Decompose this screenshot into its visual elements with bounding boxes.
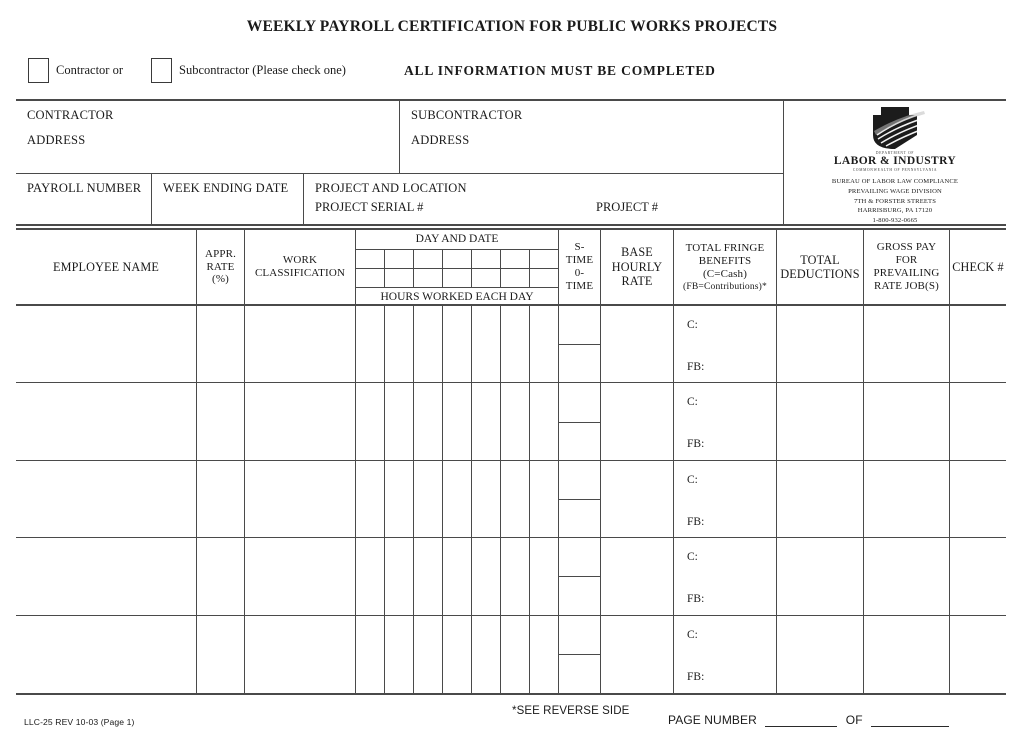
table-row[interactable] xyxy=(245,383,355,460)
column-gross-pay xyxy=(863,230,949,693)
header-day-and-date: DAY AND DATE xyxy=(356,230,558,250)
fringe-contribution-label: FB: xyxy=(687,361,705,373)
all-information-notice: ALL INFORMATION MUST BE COMPLETED xyxy=(403,62,716,78)
day-date-cell[interactable] xyxy=(472,250,501,287)
page-total-input[interactable] xyxy=(871,726,949,727)
agency-address-line: BUREAU OF LABOR LAW COMPLIANCE xyxy=(831,178,959,186)
table-row[interactable] xyxy=(245,461,355,538)
cells-total-deductions xyxy=(777,306,863,693)
contractor-checkbox-label: Contractor or xyxy=(56,63,123,77)
column-work-classification xyxy=(244,230,355,693)
table-row[interactable] xyxy=(864,538,949,615)
table-row[interactable] xyxy=(950,538,1006,615)
day-date-cell[interactable] xyxy=(414,250,443,287)
table-row[interactable] xyxy=(197,538,244,615)
fringe-contribution-label: FB: xyxy=(687,515,705,528)
header-hours-worked-each-day: HOURS WORKED EACH DAY xyxy=(380,291,534,303)
payroll-entries-table xyxy=(16,228,1006,695)
wordmark-label: LABOR & INDUSTRY xyxy=(833,155,957,168)
day-column[interactable] xyxy=(472,306,501,693)
table-row[interactable] xyxy=(245,616,355,693)
table-row[interactable] xyxy=(16,306,196,383)
table-row[interactable] xyxy=(864,616,949,693)
column-employee-name xyxy=(16,230,196,693)
header-appr-rate-line3: (%) xyxy=(212,273,229,286)
cells-base-hourly-rate xyxy=(601,306,673,693)
header-check-number: CHECK # xyxy=(950,230,1006,306)
fringe-contribution-label: FB: xyxy=(687,438,705,451)
header-base-line3: RATE xyxy=(621,274,653,289)
column-total-fringe-benefits xyxy=(673,230,776,693)
header-appr-rate-line1: APPR. xyxy=(204,247,237,260)
subcontractor-checkbox-label: Subcontractor (Please check one) xyxy=(179,63,346,77)
project-field-group[interactable] xyxy=(303,173,783,226)
table-row[interactable] xyxy=(559,616,600,693)
table-row[interactable] xyxy=(674,538,776,615)
cells-employee-name xyxy=(16,306,196,693)
wordmark-department-label: DEPARTMENT OF xyxy=(875,151,915,155)
table-row[interactable] xyxy=(245,306,355,383)
table-row[interactable] xyxy=(777,383,863,460)
agency-address-line: 7TH & FORSTER STREETS xyxy=(853,197,937,205)
table-row[interactable] xyxy=(674,306,776,383)
table-row[interactable] xyxy=(601,383,673,460)
column-appr-rate xyxy=(196,230,244,693)
header-o-time-line1: 0- xyxy=(574,267,585,279)
form-footer xyxy=(0,700,1024,750)
day-column[interactable] xyxy=(443,306,472,693)
payroll-number-field[interactable] xyxy=(16,173,151,226)
payroll-number-label: PAYROLL NUMBER xyxy=(27,181,142,195)
project-serial-label: PROJECT SERIAL # xyxy=(315,200,424,214)
header-total-deductions xyxy=(777,230,863,306)
table-row[interactable] xyxy=(777,616,863,693)
header-work-classification-line1: WORK xyxy=(282,254,318,267)
week-ending-date-field[interactable] xyxy=(151,173,303,226)
wordmark-commonwealth-label: COMMONWEALTH OF PENNSYLVANIA xyxy=(852,167,938,172)
header-fringe-line2: BENEFITS xyxy=(698,254,752,267)
table-row[interactable] xyxy=(197,383,244,460)
header-fringe-line4: (FB=Contributions)* xyxy=(683,280,767,292)
page-number-label: PAGE NUMBER xyxy=(668,713,757,727)
header-gross-line4: RATE JOB(S) xyxy=(874,279,939,292)
day-column[interactable] xyxy=(356,306,385,693)
table-row[interactable] xyxy=(16,538,196,615)
fringe-cash-label: C: xyxy=(687,319,698,331)
table-row[interactable] xyxy=(16,383,196,460)
table-row[interactable] xyxy=(674,383,776,460)
fringe-cash-label: C: xyxy=(687,473,698,486)
column-day-and-date xyxy=(355,230,558,693)
header-total-fringe-benefits xyxy=(674,230,776,306)
header-info-grid xyxy=(16,99,1006,226)
table-row[interactable] xyxy=(16,616,196,693)
certification-type-row xyxy=(0,36,1024,83)
pa-keystone-logo-icon xyxy=(864,105,926,151)
fringe-cash-label: C: xyxy=(687,551,698,564)
table-row[interactable] xyxy=(674,616,776,693)
header-gross-line1: GROSS PAY xyxy=(876,241,937,254)
table-row[interactable] xyxy=(950,461,1006,538)
column-base-hourly-rate xyxy=(600,230,673,693)
agency-address-line: PREVAILING WAGE DIVISION xyxy=(848,187,942,195)
contractor-field-group[interactable] xyxy=(16,101,399,173)
table-row[interactable] xyxy=(197,306,244,383)
agency-logo-block xyxy=(783,101,1006,226)
column-straight-overtime xyxy=(558,230,600,693)
fringe-contribution-label: FB: xyxy=(687,670,705,683)
table-row[interactable] xyxy=(197,616,244,693)
page-number-input[interactable] xyxy=(765,726,837,727)
table-row[interactable] xyxy=(777,461,863,538)
table-row[interactable] xyxy=(950,383,1006,460)
header-appr-rate xyxy=(197,230,244,306)
day-column[interactable] xyxy=(501,306,530,693)
header-base-hourly-rate xyxy=(601,230,673,306)
contractor-address-label: ADDRESS xyxy=(27,133,86,147)
header-day-and-date-group xyxy=(356,230,558,306)
subcontractor-field-group[interactable] xyxy=(399,101,783,173)
cells-gross-pay xyxy=(864,306,949,693)
day-date-cell[interactable] xyxy=(385,250,414,287)
header-o-time-line2: TIME xyxy=(565,279,594,292)
table-row[interactable] xyxy=(864,383,949,460)
week-ending-date-label: WEEK ENDING DATE xyxy=(163,181,289,195)
table-row[interactable] xyxy=(601,538,673,615)
table-row[interactable] xyxy=(559,538,600,615)
header-s-time-line2: TIME xyxy=(565,254,594,267)
table-row[interactable] xyxy=(245,538,355,615)
day-date-cell[interactable] xyxy=(356,250,385,287)
form-id-label: LLC-25 REV 10-03 (Page 1) xyxy=(24,717,135,727)
header-fringe-line1: TOTAL FRINGE xyxy=(685,241,765,254)
page-number-group xyxy=(668,713,954,727)
header-work-classification xyxy=(245,230,355,306)
cells-check-number xyxy=(950,306,1006,693)
day-column[interactable] xyxy=(385,306,414,693)
cells-appr-rate xyxy=(197,306,244,693)
table-row[interactable] xyxy=(197,461,244,538)
header-work-classification-line2: CLASSIFICATION xyxy=(254,267,346,279)
day-date-cell[interactable] xyxy=(530,250,558,287)
agency-logo-wrap xyxy=(784,101,1006,172)
header-fringe-line3: (C=Cash) xyxy=(702,267,748,280)
header-base-line2: HOURLY xyxy=(611,259,663,274)
table-row[interactable] xyxy=(777,306,863,383)
project-number-label: PROJECT # xyxy=(596,200,658,214)
header-gross-line2: FOR xyxy=(895,254,918,267)
table-row[interactable] xyxy=(559,306,600,383)
day-column-dividers xyxy=(356,306,558,693)
table-row[interactable] xyxy=(601,306,673,383)
column-total-deductions xyxy=(776,230,863,693)
subcontractor-checkbox[interactable] xyxy=(151,58,172,83)
fringe-contribution-label: FB: xyxy=(687,593,705,606)
subcontractor-address-label: ADDRESS xyxy=(411,133,470,147)
table-row[interactable] xyxy=(864,306,949,383)
subcontractor-label: SUBCONTRACTOR xyxy=(411,108,523,122)
page-of-label: OF xyxy=(845,713,863,727)
table-row[interactable] xyxy=(16,461,196,538)
table-row[interactable] xyxy=(601,461,673,538)
day-column[interactable] xyxy=(530,306,558,693)
page-title: WEEKLY PAYROLL CERTIFICATION FOR PUBLIC WORKS PROJECTS xyxy=(246,18,778,35)
header-gross-pay xyxy=(864,230,949,306)
header-deductions-line2: DEDUCTIONS xyxy=(780,267,860,281)
day-date-cell[interactable] xyxy=(501,250,530,287)
agency-address-block xyxy=(784,177,1006,226)
header-s-time-line1: S- xyxy=(574,241,585,254)
agency-address-line: 1-800-932-0665 xyxy=(872,217,918,225)
fringe-cash-label: C: xyxy=(687,628,698,641)
table-row[interactable] xyxy=(559,383,600,460)
header-gross-line3: PREVAILING xyxy=(873,267,940,279)
header-deductions-line1: TOTAL xyxy=(800,252,840,267)
table-row[interactable] xyxy=(864,461,949,538)
day-date-entry-cells xyxy=(356,250,558,288)
contractor-label: CONTRACTOR xyxy=(27,108,114,122)
agency-address-line: HARRISBURG, PA 17120 xyxy=(857,207,933,215)
header-appr-rate-line2: RATE xyxy=(206,260,235,273)
fringe-cash-label: C: xyxy=(687,396,698,409)
header-straight-overtime xyxy=(559,230,600,306)
table-row[interactable] xyxy=(559,461,600,538)
table-row[interactable] xyxy=(950,616,1006,693)
see-reverse-side-note: *SEE REVERSE SIDE xyxy=(512,705,630,717)
header-base-line1: BASE xyxy=(621,245,653,260)
project-and-location-label: PROJECT AND LOCATION xyxy=(315,181,467,195)
cells-work-classification xyxy=(245,306,355,693)
contractor-checkbox[interactable] xyxy=(28,58,49,83)
table-row[interactable] xyxy=(777,538,863,615)
cells-total-fringe-benefits xyxy=(674,306,776,693)
column-check-number xyxy=(949,230,1006,693)
table-row[interactable] xyxy=(950,306,1006,383)
header-employee-name: EMPLOYEE NAME xyxy=(16,230,196,306)
cells-straight-overtime xyxy=(559,306,600,693)
table-row[interactable] xyxy=(601,616,673,693)
day-column[interactable] xyxy=(414,306,443,693)
day-date-cell[interactable] xyxy=(443,250,472,287)
table-row[interactable] xyxy=(674,461,776,538)
